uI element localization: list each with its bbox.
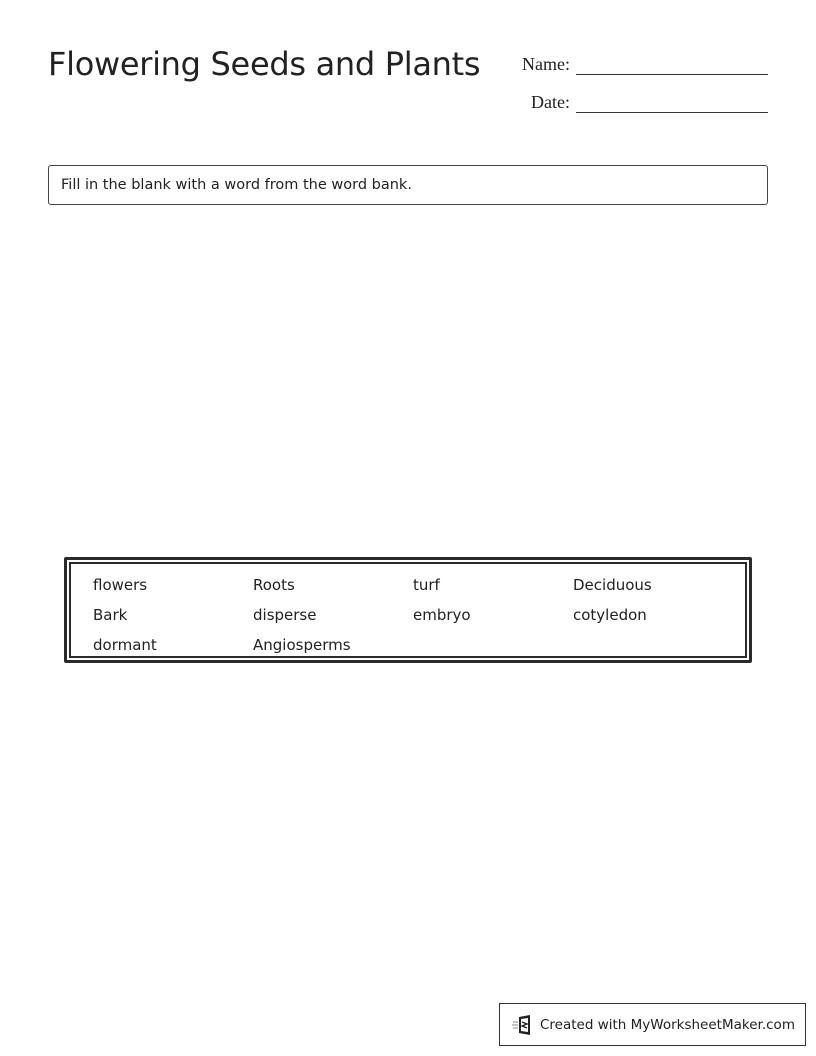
date-line[interactable] bbox=[576, 92, 768, 113]
footer-text: Created with MyWorksheetMaker.com bbox=[540, 1016, 795, 1033]
word-bank-item: Bark bbox=[93, 606, 128, 624]
name-line[interactable] bbox=[576, 54, 768, 75]
word-bank bbox=[64, 557, 752, 663]
name-label: Name: bbox=[522, 54, 570, 74]
date-field bbox=[500, 92, 768, 113]
word-bank-item: embryo bbox=[413, 606, 471, 624]
worksheet-maker-logo-icon bbox=[512, 1014, 534, 1036]
word-bank-item: flowers bbox=[93, 576, 148, 594]
word-bank-item: disperse bbox=[253, 606, 317, 624]
worksheet-title: Flowering Seeds and Plants bbox=[48, 45, 481, 83]
name-field bbox=[500, 54, 768, 75]
date-label: Date: bbox=[531, 92, 570, 112]
footer-credit[interactable] bbox=[499, 1003, 806, 1046]
word-bank-item: dormant bbox=[93, 636, 157, 654]
word-bank-item: turf bbox=[413, 576, 440, 594]
instructions-box bbox=[48, 165, 768, 205]
word-bank-item: Deciduous bbox=[573, 576, 652, 594]
word-bank-item: Angiosperms bbox=[253, 636, 351, 654]
word-bank-grid bbox=[69, 562, 747, 658]
word-bank-item: Roots bbox=[253, 576, 295, 594]
word-bank-item: cotyledon bbox=[573, 606, 647, 624]
instructions-text: Fill in the blank with a word from the word bank. bbox=[61, 177, 412, 193]
